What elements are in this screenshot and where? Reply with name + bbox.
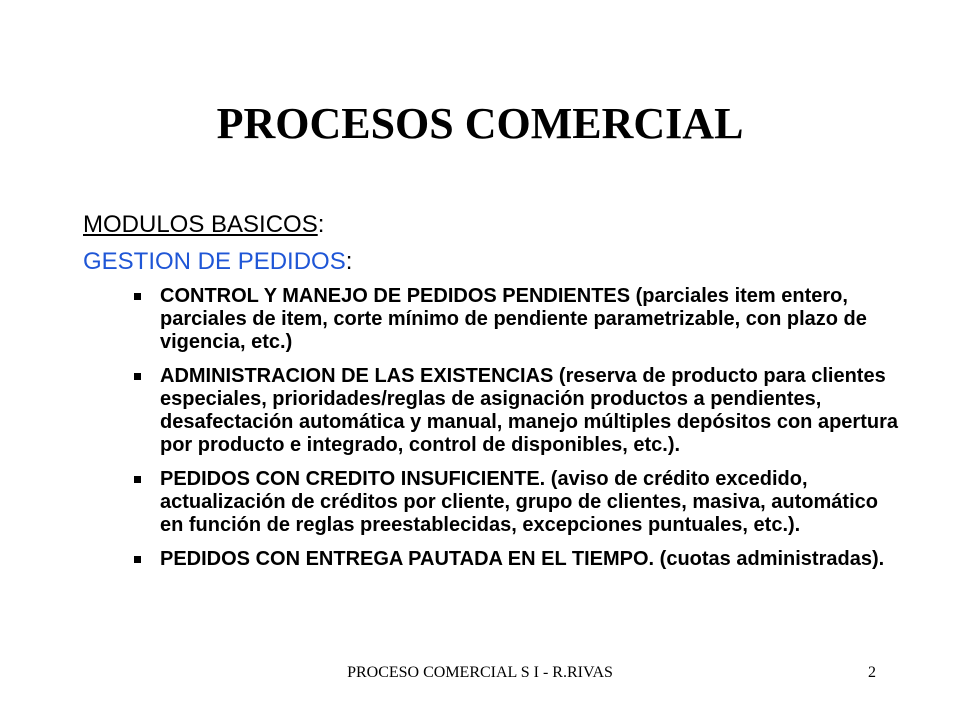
square-bullet-icon bbox=[134, 556, 141, 563]
bullet-item bbox=[130, 548, 900, 571]
bullet-item bbox=[130, 468, 900, 537]
square-bullet-icon bbox=[134, 476, 141, 483]
section-heading-gestion bbox=[83, 248, 352, 276]
bullet-item bbox=[130, 365, 900, 457]
bullet-text: PEDIDOS CON CREDITO INSUFICIENTE. (aviso de crédito excedido, actualización de créditos por cliente, grupo de clientes, masiva, automático en función de reglas preestablecidas, excepciones puntuales, etc.). bbox=[160, 468, 878, 536]
section-heading-modulos bbox=[83, 211, 324, 239]
bullet-text: ADMINISTRACION DE LAS EXISTENCIAS (reserva de producto para clientes especiales, prioridades/reglas de asignación productos a pendientes, desafectación automática y manual, manejo múltiples depósitos con apertura por producto e integrado, control de disponibles, etc.). bbox=[160, 365, 898, 456]
square-bullet-icon bbox=[134, 293, 141, 300]
bullet-list bbox=[130, 285, 900, 582]
gestion-label: GESTION DE PEDIDOS bbox=[83, 248, 346, 275]
slide-title: PROCESOS COMERCIAL bbox=[216, 99, 744, 148]
bullet-item bbox=[130, 285, 900, 354]
modulos-label: MODULOS BASICOS bbox=[83, 211, 318, 238]
modulos-colon: : bbox=[317, 211, 325, 238]
gestion-colon: : bbox=[345, 248, 353, 275]
page-number: 2 bbox=[868, 664, 876, 681]
footer-text: PROCESO COMERCIAL S I - R.RIVAS bbox=[347, 664, 613, 681]
bullet-text: PEDIDOS CON ENTREGA PAUTADA EN EL TIEMPO. (cuotas administradas). bbox=[160, 548, 885, 570]
bullet-text: CONTROL Y MANEJO DE PEDIDOS PENDIENTES (parciales item entero, parciales de item, corte mínimo de pendiente parametrizable, con plazo de vigencia, etc.) bbox=[160, 285, 867, 353]
square-bullet-icon bbox=[134, 373, 141, 380]
